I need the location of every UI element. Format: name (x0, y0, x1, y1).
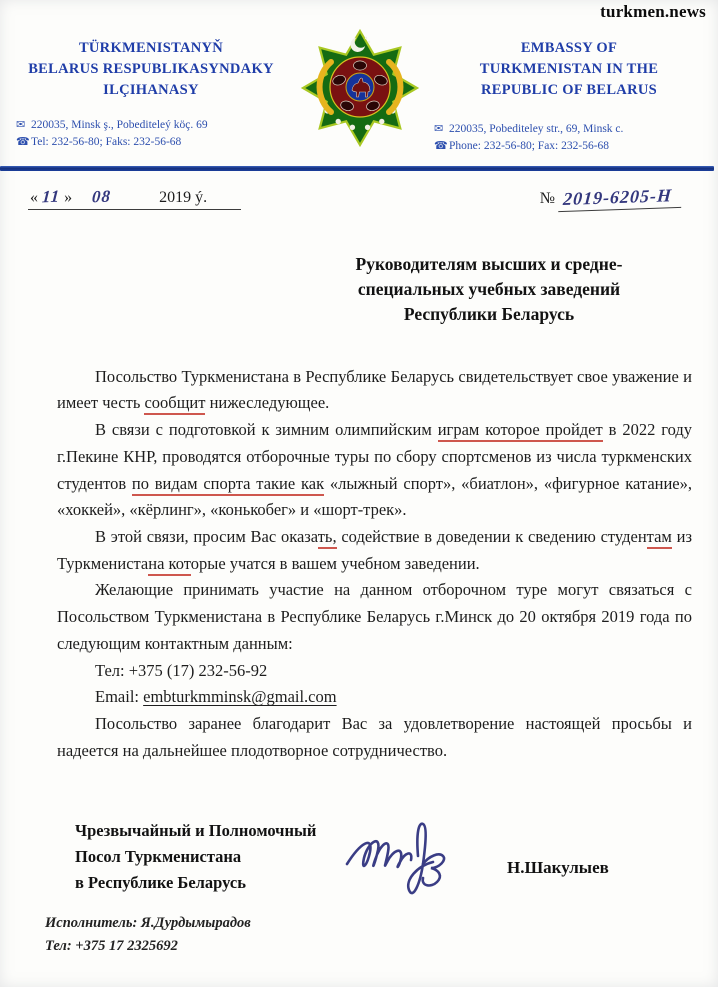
phone-line (434, 138, 704, 155)
correction-underline: играм которое пройдет (438, 420, 603, 442)
paragraph: Посольство Туркменистана в Республике Беларусь свидетельствует свое уважение и имеет честь сообщит нижеследующее. (57, 364, 692, 417)
envelope-icon: ✉ (16, 119, 26, 132)
correction-underline: там (647, 527, 672, 549)
org-contacts-left (16, 117, 286, 152)
email-label: Email: (95, 687, 144, 707)
org-title-line: REPUBLIC OF BELARUS (481, 82, 657, 99)
org-title-embassy (434, 38, 704, 101)
address-text: 220035, Pobediteley str., 69, Minsk c. (449, 123, 624, 136)
handwritten-signature-icon (343, 812, 473, 907)
org-block-embassy (434, 24, 704, 156)
correction-underline: на кот (148, 554, 190, 576)
signature-block (75, 810, 692, 920)
date-field (28, 187, 241, 210)
addressee-line: Руководителям высших и средне- (355, 253, 623, 274)
org-block-turkmen (16, 24, 286, 152)
signer-title-line: Чрезвычайный и Полномочный (75, 821, 317, 841)
header-divider (0, 166, 714, 171)
turkmenistan-state-emblem-icon (299, 26, 421, 150)
handwritten-number: 2019-6205-Н (558, 184, 683, 211)
org-title-line: TURKMENISTAN IN THE (479, 61, 659, 78)
paragraph: В этой связи, просим Вас оказать, содействие в доведении к сведению студентам из Туркменистана которые учатся в вашем учебном заведении. (57, 524, 692, 577)
addressee-line: Республики Беларусь (403, 304, 575, 325)
address-line (16, 117, 286, 134)
executor-phone-line: Тел: +375 17 2325692 (45, 937, 178, 954)
envelope-icon: ✉ (434, 123, 444, 136)
correction-underline: по видам спорта такие как (132, 474, 324, 496)
correction-underline: сообщит (144, 393, 205, 415)
address-line (434, 121, 704, 138)
number-label: № (539, 189, 555, 207)
org-title-line: EMBASSY OF (520, 40, 618, 56)
phone-text: Tel: 232-56-80; Faks: 232-56-68 (31, 136, 182, 149)
org-title-turkmen (16, 38, 286, 101)
letterhead (0, 0, 718, 156)
watermark-turkmen-news: turkmen.news (600, 2, 706, 21)
paragraph: В связи с подготовкой к зимним олимпийским играм которое пройдет в 2022 году г.Пекине КНР, проводятся отборочные туры по сбору спортсменов из числа туркменских студентов по видам спорта такие как «лыжный спорт», «биатлон», «фигурное катание», «хоккей», «кёрлинг», «конькобег» и «шорт-трек». (57, 420, 693, 520)
printed-year: 2019 ý. (159, 188, 208, 206)
phone-line (16, 134, 286, 151)
address-text: 220035, Minsk ş., Pobediteleý köç. 69 (31, 119, 208, 132)
org-title-line: BELARUS RESPUBLIKASYNDAKY (28, 61, 274, 78)
org-title-line: ILÇIHANASY (103, 82, 199, 99)
number-field (539, 184, 682, 210)
phone-icon: ☎ (434, 140, 448, 153)
handwritten-day: 11 (41, 186, 61, 206)
reference-row (28, 184, 682, 210)
signer-title-line: Посол Туркменистана (75, 847, 242, 867)
phone-icon: ☎ (16, 136, 30, 149)
tel-line: Тел: +375 (17) 232-56-92 (95, 660, 268, 680)
phone-text: Phone: 232-56-80; Fax: 232-56-68 (449, 140, 610, 153)
executor-footer (45, 912, 251, 957)
org-title-line: TÜRKMENISTANYŇ (78, 40, 224, 56)
email-address: embturkmminsk@gmail.com (143, 687, 337, 707)
handwritten-month: 08 (91, 186, 112, 206)
correction-underline: ть, (318, 527, 337, 549)
executor-line: Исполнитель: Я.Дурдымырадов (45, 915, 251, 932)
quote-open: « (30, 188, 38, 206)
paragraph: Желающие принимать участие на данном отборочном туре могут связаться с Посольством Туркменистана в Республике Беларусь г.Минск до 20 октября 2019 года по следующим контактным данным: (57, 580, 692, 653)
addressee-block (288, 252, 690, 328)
org-contacts-right (434, 121, 704, 156)
quote-close: » (64, 188, 73, 206)
closing-paragraph: Посольство заранее благодарит Вас за удовлетворение настоящей просьбы и надеется на дальнейшее плодотворное сотрудничество. (57, 714, 692, 760)
emblem-wrap (290, 26, 430, 150)
addressee-line: специальных учебных заведений (357, 278, 621, 299)
signer-title-line: в Республике Беларусь (75, 872, 246, 892)
signer-name: Н.Шакулыев (507, 858, 609, 878)
contact-details (95, 658, 692, 711)
letter-body (57, 364, 692, 765)
email-line (95, 684, 692, 711)
